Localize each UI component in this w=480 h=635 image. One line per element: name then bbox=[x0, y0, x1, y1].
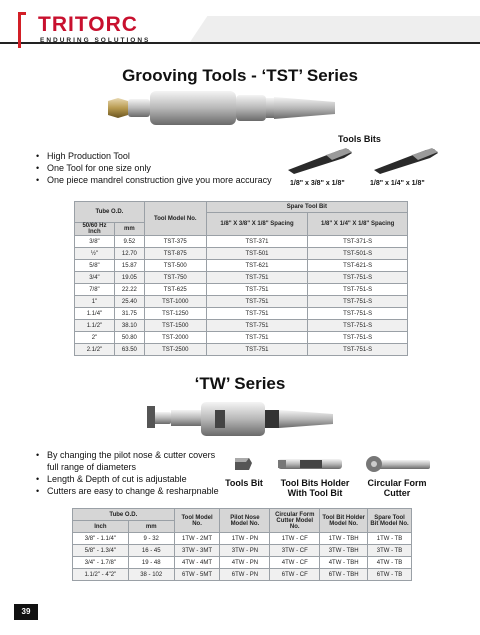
table-cell: 3TW - PN bbox=[220, 545, 270, 557]
table-row bbox=[75, 344, 408, 356]
table-cell: TST-751-S bbox=[308, 284, 408, 296]
table-cell: TST-751 bbox=[206, 344, 308, 356]
table-cell: 31.75 bbox=[114, 308, 144, 320]
tw-feature-item: • By changing the pilot nose & cutter covers full range of diameters bbox=[36, 449, 221, 473]
tw-feature-list bbox=[36, 449, 221, 497]
th-tw-mm: mm bbox=[128, 521, 174, 533]
table-cell: 1TW - TBH bbox=[320, 533, 368, 545]
table-cell: 3/4" bbox=[75, 272, 115, 284]
table-row bbox=[75, 284, 408, 296]
table-cell: 1.1/2" bbox=[75, 320, 115, 332]
tw-tool-image bbox=[145, 396, 345, 446]
table-row bbox=[75, 236, 408, 248]
brand-logo: TRITORC bbox=[38, 13, 138, 36]
table-cell: TST-750 bbox=[144, 272, 206, 284]
table-cell: TST-621-S bbox=[308, 260, 408, 272]
table-cell: TST-751 bbox=[206, 296, 308, 308]
table-cell: 4TW - TB bbox=[368, 557, 412, 569]
table-cell: 38.10 bbox=[114, 320, 144, 332]
th-spare-tool-bit: Spare Tool Bit bbox=[206, 202, 407, 213]
table-row bbox=[75, 248, 408, 260]
table-row bbox=[73, 569, 412, 581]
table-cell: 1TW - PN bbox=[220, 533, 270, 545]
bit-label-2: 1/8" x 1/4" x 1/8" bbox=[370, 180, 425, 187]
table-cell: TST-501-S bbox=[308, 248, 408, 260]
tool-bit-holder-image bbox=[276, 455, 344, 473]
table-cell: 7/8" bbox=[75, 284, 115, 296]
tool-bits-label: Tools Bits bbox=[338, 134, 381, 144]
table-row bbox=[75, 260, 408, 272]
table-cell: TST-621 bbox=[206, 260, 308, 272]
table-cell: 6TW - TBH bbox=[320, 569, 368, 581]
tw-feature-item: • Length & Depth of cut is adjustable bbox=[36, 473, 221, 485]
table-row bbox=[75, 332, 408, 344]
table-cell: 3/8" bbox=[75, 236, 115, 248]
table-cell: 6TW - 5MT bbox=[174, 569, 220, 581]
table-cell: 50.80 bbox=[114, 332, 144, 344]
tst-spec-table bbox=[74, 201, 408, 356]
table-cell: TST-1000 bbox=[144, 296, 206, 308]
table-cell: TST-751 bbox=[206, 308, 308, 320]
th-tw-spare: Spare Tool Bit Model No. bbox=[368, 509, 412, 533]
tools-bit-caption: Tools Bit bbox=[225, 478, 263, 488]
table-cell: 12.70 bbox=[114, 248, 144, 260]
th-tw-inch: Inch bbox=[73, 521, 129, 533]
th-spare-2: 1/8" X 1/4" X 1/8" Spacing bbox=[308, 213, 408, 236]
table-row bbox=[75, 308, 408, 320]
table-cell: 2" bbox=[75, 332, 115, 344]
th-tw-pilot: Pilot Nose Model No. bbox=[220, 509, 270, 533]
table-cell: TST-500 bbox=[144, 260, 206, 272]
bit-label-1: 1/8" x 3/8" x 1/8" bbox=[290, 180, 345, 187]
tool-bit-image-2 bbox=[372, 146, 442, 174]
table-cell: TST-751-S bbox=[308, 332, 408, 344]
table-cell: TST-371 bbox=[206, 236, 308, 248]
tw-spec-table bbox=[72, 508, 412, 581]
table-cell: 1TW - 2MT bbox=[174, 533, 220, 545]
table-cell: TST-751-S bbox=[308, 308, 408, 320]
table-cell: 3TW - TBH bbox=[320, 545, 368, 557]
table-cell: 5/8" - 1.3/4" bbox=[73, 545, 129, 557]
table-cell: TST-625 bbox=[144, 284, 206, 296]
tst-feature-item: • One piece mandrel construction give you more accuracy bbox=[36, 174, 286, 186]
table-cell: 19.05 bbox=[114, 272, 144, 284]
brand-tagline: ENDURING SOLUTIONS bbox=[40, 37, 151, 44]
tools-bit-image bbox=[232, 455, 254, 473]
table-cell: ½" bbox=[75, 248, 115, 260]
table-cell: 5/8" bbox=[75, 260, 115, 272]
table-cell: TST-751 bbox=[206, 332, 308, 344]
table-cell: 6TW - CF bbox=[270, 569, 320, 581]
table-cell: 9 - 32 bbox=[128, 533, 174, 545]
table-cell: 1.1/4" bbox=[75, 308, 115, 320]
table-row bbox=[75, 320, 408, 332]
table-cell: TST-751-S bbox=[308, 296, 408, 308]
table-cell: 4TW - TBH bbox=[320, 557, 368, 569]
table-cell: 4TW - 4MT bbox=[174, 557, 220, 569]
table-cell: 15.87 bbox=[114, 260, 144, 272]
table-cell: 1TW - TB bbox=[368, 533, 412, 545]
table-cell: 3TW - CF bbox=[270, 545, 320, 557]
th-tw-circular: Circular Form Cutter Model No. bbox=[270, 509, 320, 533]
table-cell: 16 - 45 bbox=[128, 545, 174, 557]
table-cell: TST-2500 bbox=[144, 344, 206, 356]
table-cell: TST-875 bbox=[144, 248, 206, 260]
th-inch: 50/60 Hz Inch bbox=[75, 223, 115, 236]
table-cell: TST-751-S bbox=[308, 344, 408, 356]
table-cell: TST-1250 bbox=[144, 308, 206, 320]
table-cell: 4TW - CF bbox=[270, 557, 320, 569]
table-cell: TST-751-S bbox=[308, 272, 408, 284]
table-cell: 22.22 bbox=[114, 284, 144, 296]
th-tool-model: Tool Model No. bbox=[144, 202, 206, 236]
table-cell: TST-751-S bbox=[308, 320, 408, 332]
table-cell: 1" bbox=[75, 296, 115, 308]
table-row bbox=[73, 557, 412, 569]
table-cell: 2.1/2" bbox=[75, 344, 115, 356]
tst-feature-list bbox=[36, 150, 286, 186]
tw-title: ‘TW’ Series bbox=[194, 374, 286, 393]
table-row bbox=[75, 272, 408, 284]
holder-caption: Tool Bits Holder With Tool Bit bbox=[280, 478, 350, 498]
table-cell: 25.40 bbox=[114, 296, 144, 308]
page-number: 39 bbox=[14, 604, 38, 620]
logo-bracket bbox=[18, 12, 26, 48]
th-tw-tube-od: Tube O.D. bbox=[73, 509, 175, 521]
table-cell: 19 - 48 bbox=[128, 557, 174, 569]
table-cell: 3/8" - 1.1/4" bbox=[73, 533, 129, 545]
table-cell: TST-375 bbox=[144, 236, 206, 248]
table-cell: 6TW - TB bbox=[368, 569, 412, 581]
th-mm: mm bbox=[114, 223, 144, 236]
tool-bit-image-1 bbox=[286, 146, 356, 174]
tst-grooving-tool-image bbox=[100, 85, 340, 140]
table-cell: 38 - 102 bbox=[128, 569, 174, 581]
th-tw-holder: Tool Bit Holder Model No. bbox=[320, 509, 368, 533]
table-cell: 3TW - TB bbox=[368, 545, 412, 557]
table-cell: TST-751 bbox=[206, 320, 308, 332]
table-cell: 4TW - PN bbox=[220, 557, 270, 569]
table-cell: 1TW - CF bbox=[270, 533, 320, 545]
tst-feature-item: • One Tool for one size only bbox=[36, 162, 286, 174]
tst-title: Grooving Tools - ‘TST’ Series bbox=[122, 66, 358, 85]
table-cell: TST-501 bbox=[206, 248, 308, 260]
th-tube-od: Tube O.D. bbox=[75, 202, 145, 223]
table-cell: TST-371-S bbox=[308, 236, 408, 248]
th-spare-1: 1/8" X 3/8" X 1/8" Spacing bbox=[206, 213, 308, 236]
table-cell: 1.1/2" - 4"2" bbox=[73, 569, 129, 581]
circular-form-cutter-image bbox=[364, 454, 434, 474]
table-row bbox=[75, 296, 408, 308]
tst-feature-item: • High Production Tool bbox=[36, 150, 286, 162]
table-cell: 6TW - PN bbox=[220, 569, 270, 581]
table-cell: TST-751 bbox=[206, 284, 308, 296]
table-cell: TST-751 bbox=[206, 272, 308, 284]
tw-feature-item: • Cutters are easy to change & resharpnable bbox=[36, 485, 221, 497]
table-cell: 3/4" - 1.7/8" bbox=[73, 557, 129, 569]
table-cell: 63.50 bbox=[114, 344, 144, 356]
header-stripe bbox=[190, 16, 480, 42]
table-row bbox=[73, 533, 412, 545]
table-cell: TST-1500 bbox=[144, 320, 206, 332]
table-cell: 3TW - 3MT bbox=[174, 545, 220, 557]
th-tw-tool: Tool Model No. bbox=[174, 509, 220, 533]
circular-cutter-caption: Circular Form Cutter bbox=[367, 478, 427, 498]
table-cell: TST-2000 bbox=[144, 332, 206, 344]
table-cell: 9.52 bbox=[114, 236, 144, 248]
table-row bbox=[73, 545, 412, 557]
